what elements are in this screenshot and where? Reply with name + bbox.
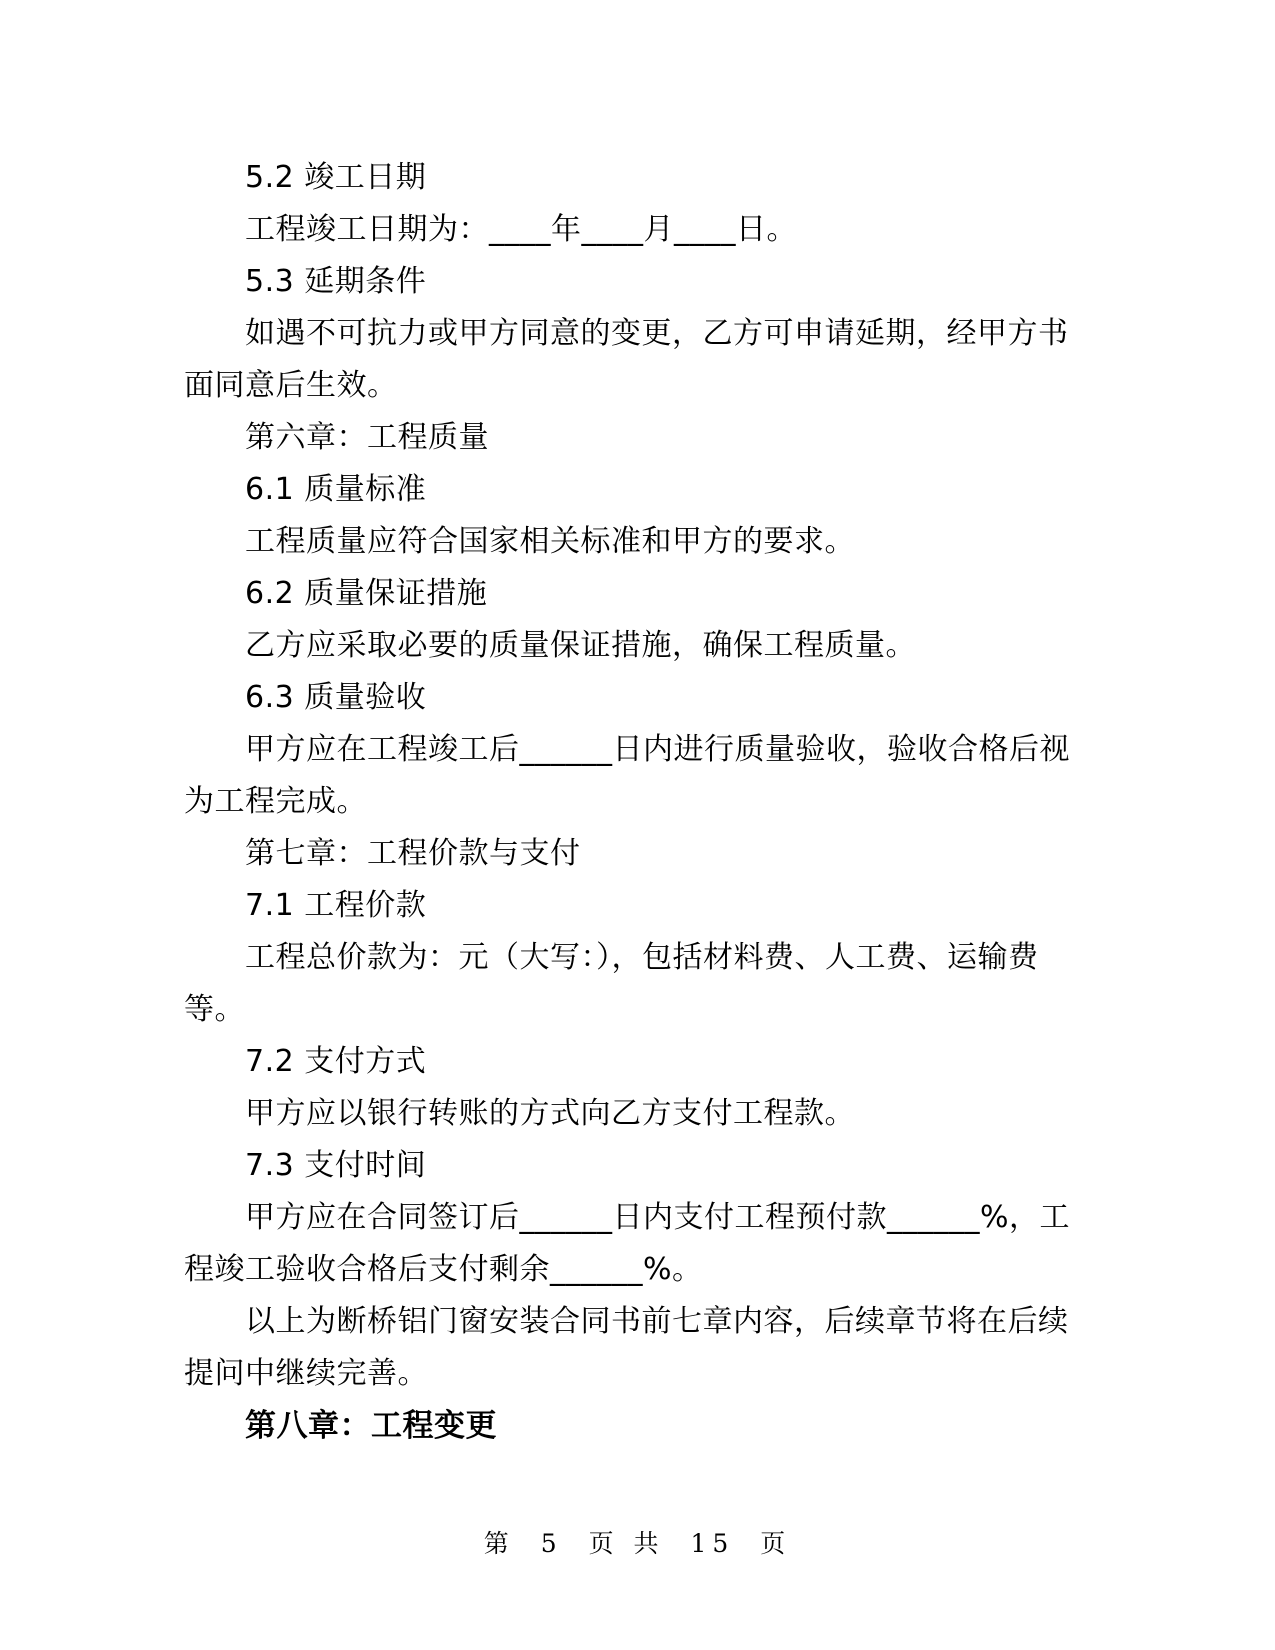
section-heading-5-3: 5.3 延期条件 — [245, 264, 427, 299]
extension-conditions-text: 如遇不可抗力或甲方同意的变更，乙方可申请延期，经甲方书面同意后生效。 — [184, 316, 1069, 403]
page-footer — [0, 1524, 1275, 1560]
payment-time-text: 甲方应在合同签订后______日内支付工程预付款______%，工程竣工验收合格后支付剩余______%。 — [184, 1200, 1071, 1287]
section-heading-5-2: 5.2 竣工日期 — [245, 160, 427, 195]
footer-middle: 页 共 — [588, 1529, 665, 1558]
chapter-heading-6: 第六章：工程质量 — [245, 420, 489, 455]
section-heading-6-1: 6.1 质量标准 — [245, 472, 427, 507]
project-price-text: 工程总价款为：元（大写：），包括材料费、人工费、运输费等。 — [184, 940, 1039, 1027]
payment-method-text: 甲方应以银行转账的方式向乙方支付工程款。 — [245, 1096, 855, 1131]
chapter-heading-7: 第七章：工程价款与支付 — [245, 836, 581, 871]
section-heading-7-2: 7.2 支付方式 — [245, 1044, 427, 1079]
document-body — [184, 152, 1084, 1452]
footer-suffix: 页 — [760, 1529, 792, 1558]
summary-text: 以上为断桥铝门窗安装合同书前七章内容，后续章节将在后续提问中继续完善。 — [184, 1304, 1069, 1391]
footer-current-page: 5 — [540, 1529, 563, 1558]
quality-assurance-text: 乙方应采取必要的质量保证措施，确保工程质量。 — [245, 628, 916, 663]
section-heading-6-3: 6.3 质量验收 — [245, 680, 427, 715]
quality-acceptance-text: 甲方应在工程竣工后______日内进行质量验收，验收合格后视为工程完成。 — [184, 732, 1070, 819]
completion-date-text: 工程竣工日期为：____年____月____日。 — [245, 212, 797, 247]
section-heading-6-2: 6.2 质量保证措施 — [245, 576, 488, 611]
section-heading-7-3: 7.3 支付时间 — [245, 1148, 427, 1183]
quality-standard-text: 工程质量应符合国家相关标准和甲方的要求。 — [245, 524, 855, 559]
footer-prefix: 第 — [483, 1529, 515, 1558]
section-heading-7-1: 7.1 工程价款 — [245, 888, 427, 923]
chapter-heading-8: 第八章：工程变更 — [245, 1408, 497, 1444]
footer-total-pages: 15 — [690, 1529, 735, 1558]
